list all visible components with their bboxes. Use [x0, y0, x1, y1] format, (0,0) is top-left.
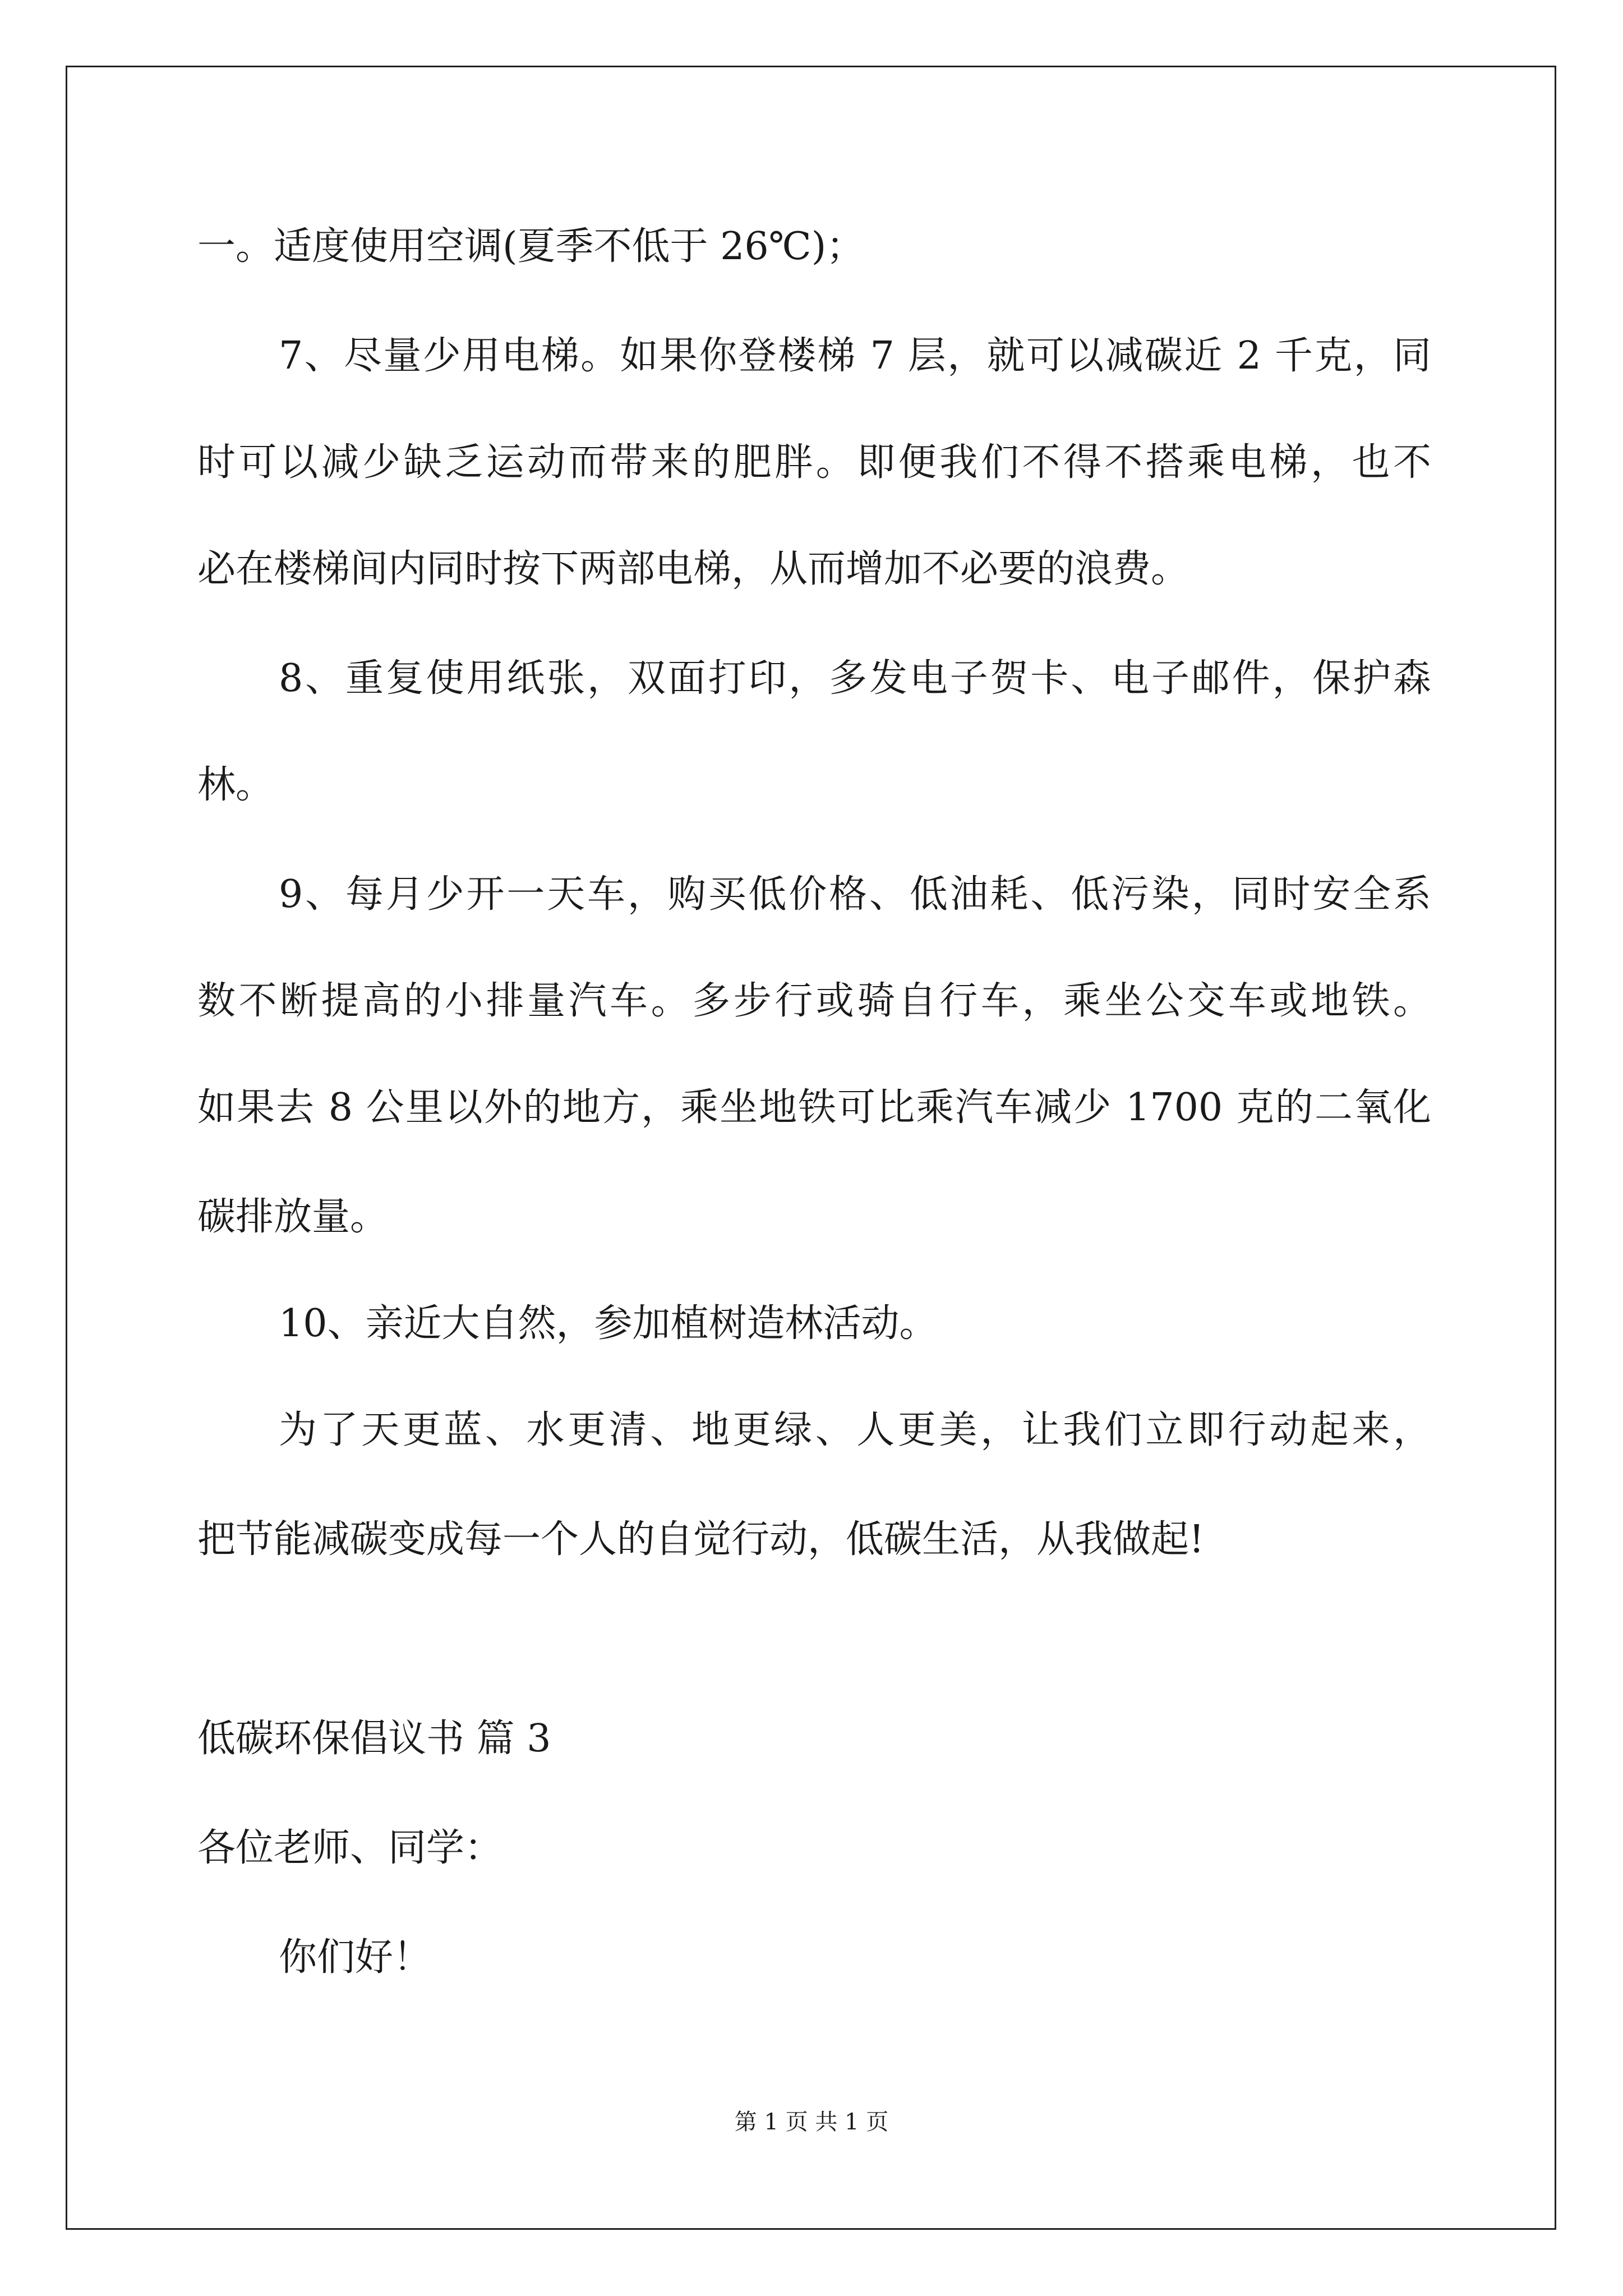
salutation: 各位老师、同学：	[197, 1826, 503, 1870]
text-line-9: 如果去 8 公里以外的地方，乘坐地铁可比乘汽车减少 1700 克的二氧化	[197, 1085, 1432, 1130]
text-line-13: 把节能减碳变成每一个人的自觉行动，低碳生活，从我做起!	[197, 1517, 1205, 1562]
text-line-5: 8、重复使用纸张，双面打印，多发电子贺卡、电子邮件，保护森	[279, 656, 1431, 701]
text-line-7: 9、每月少开一天车，购买低价格、低油耗、低污染，同时安全系	[279, 872, 1431, 917]
text-line-2: 7、尽量少用电梯。如果你登楼梯 7 层，就可以减碳近 2 千克，同	[279, 334, 1431, 378]
section-title: 低碳环保倡议书 篇 3	[197, 1717, 551, 1761]
text-line-3: 时可以减少缺乏运动而带来的肥胖。即便我们不得不搭乘电梯，也不	[197, 440, 1431, 485]
text-line-10: 碳排放量。	[197, 1195, 389, 1239]
text-line-8: 数不断提高的小排量汽车。多步行或骑自行车，乘坐公交车或地铁。	[197, 979, 1431, 1023]
greeting: 你们好！	[279, 1935, 432, 1980]
text-line-6: 林。	[197, 763, 274, 807]
page-footer: 第 1 页 共 1 页	[734, 2109, 889, 2135]
text-line-1: 一。适度使用空调(夏季不低于 26℃)；	[197, 224, 865, 269]
page-border	[66, 66, 1556, 2230]
text-line-11: 10、亲近大自然，参加植树造林活动。	[279, 1301, 938, 1346]
text-line-4: 必在楼梯间内同时按下两部电梯，从而增加不必要的浪费。	[197, 547, 1189, 591]
text-line-12: 为了天更蓝、水更清、地更绿、人更美，让我们立即行动起来，	[279, 1408, 1431, 1452]
